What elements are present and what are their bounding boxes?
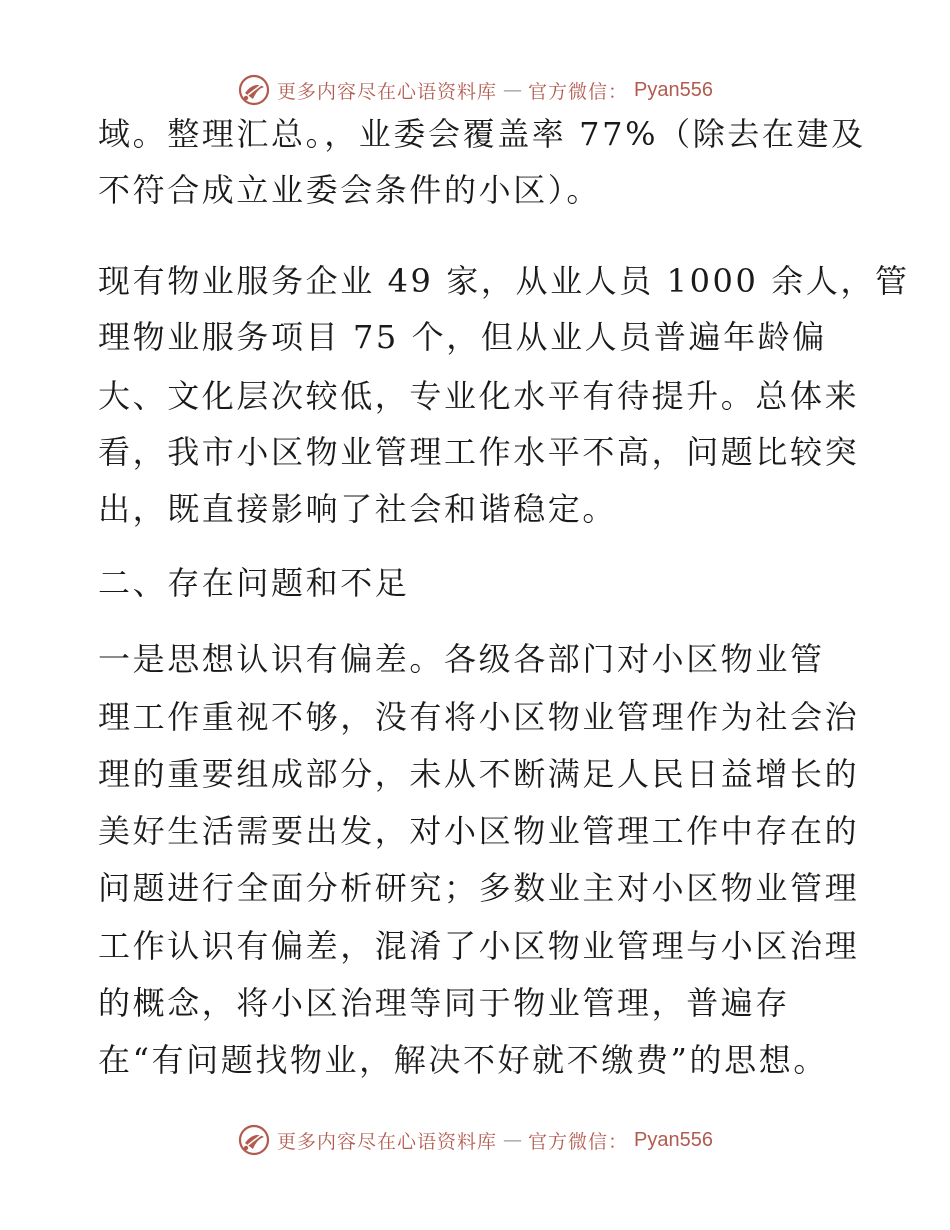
text-line: 域。整理汇总。，业委会覆盖率 77%（除去在建及 [98,115,866,153]
text-line: 在“有问题找物业，解决不好就不缴费”的思想。 [98,1041,828,1079]
watermark-title: 更多内容尽在心语资料库 [277,80,498,103]
watermark-label: 官方微信： [528,80,629,103]
book-logo-icon [237,73,271,107]
text-line: 不符合成立业委会条件的小区）。 [98,171,602,209]
text-line: 理的重要组成部分，未从不断满足人民日益增长的 [98,755,860,793]
text-line: 看，我市小区物业管理工作水平不高，问题比较突 [98,433,860,471]
footer-watermark [0,1120,950,1160]
heading-text: 二、存在问题和不足 [98,564,410,602]
text-line: 理物业服务项目 75 个，但从业人员普遍年龄偏 [98,318,827,356]
text-line: 工作认识有偏差，混淆了小区物业管理与小区治理 [98,927,860,965]
text-line: 大、文化层次较低，专业化水平有待提升。总体来 [98,377,860,415]
watermark-wechat-id: Pyan556 [634,1128,713,1151]
watermark-separator: — [503,1129,523,1151]
text-line: 的概念，将小区治理等同于物业管理，普遍存 [98,984,791,1022]
text-line: 一是思想认识有偏差。各级各部门对小区物业管 [98,640,825,678]
watermark-label: 官方微信： [528,1130,629,1153]
watermark-separator: — [503,79,523,101]
watermark-wechat-id: Pyan556 [634,78,713,101]
header-watermark [0,70,950,110]
text-line: 理工作重视不够，没有将小区物业管理作为社会治 [98,698,860,736]
text-line: 出，既直接影响了社会和谐稳定。 [98,490,618,528]
watermark-title: 更多内容尽在心语资料库 [277,1130,498,1153]
book-logo-icon [237,1123,271,1157]
text-line: 现有物业服务企业 49 家，从业人员 1000 余人，管 [98,262,910,300]
text-line: 美好生活需要出发，对小区物业管理工作中存在的 [98,812,860,850]
text-line: 问题进行全面分析研究；多数业主对小区物业管理 [98,869,860,907]
